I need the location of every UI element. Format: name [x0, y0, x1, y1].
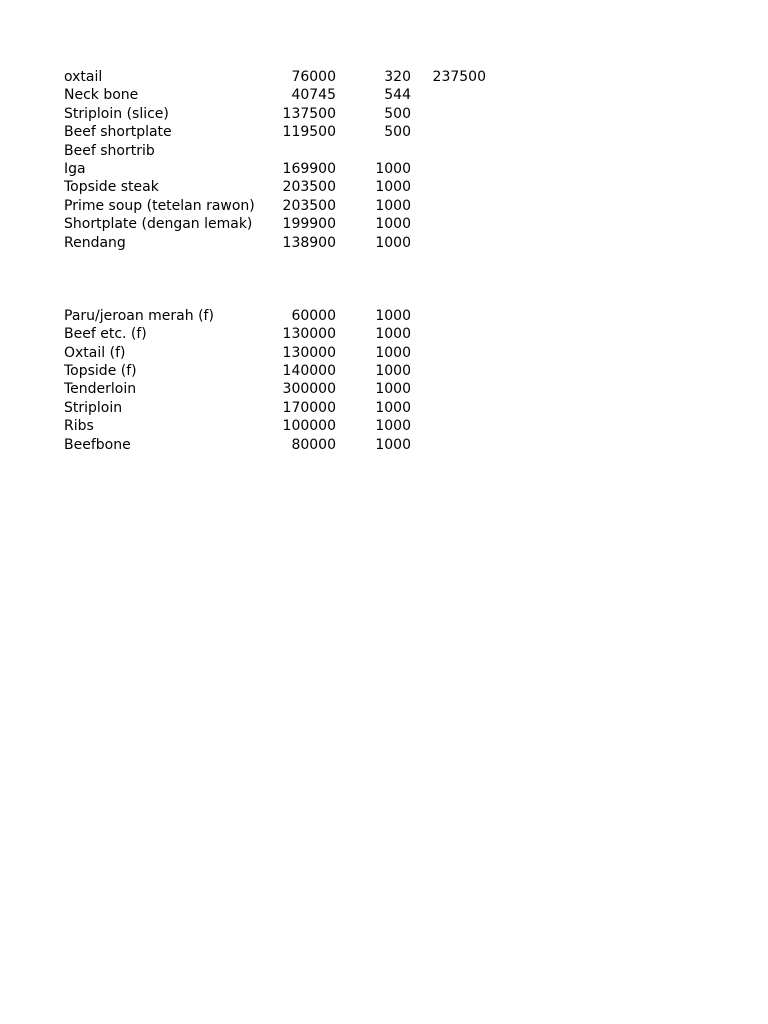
- price-cell: [274, 142, 336, 160]
- item-name-cell: Rendang: [64, 234, 126, 251]
- extra-value-cell: [411, 86, 486, 104]
- item-name-cell: Iga: [64, 160, 86, 177]
- item-name-cell: Prime soup (tetelan rawon): [64, 197, 255, 214]
- price-cell: 130000: [282, 326, 336, 343]
- table-row: [64, 380, 524, 398]
- item-name-cell: Topside steak: [64, 179, 159, 196]
- price-cell: 300000: [282, 381, 336, 398]
- price-cell: 169900: [282, 160, 336, 177]
- quantity-cell: 1000: [375, 197, 411, 214]
- table-row: [64, 417, 524, 435]
- price-cell: 203500: [282, 197, 336, 214]
- quantity-cell: 1000: [375, 436, 411, 453]
- quantity-cell: 1000: [375, 160, 411, 177]
- extra-value-cell: [411, 160, 486, 178]
- item-name-cell: Beef etc. (f): [64, 326, 147, 343]
- price-cell: 119500: [282, 124, 336, 141]
- price-cell: 100000: [282, 418, 336, 435]
- price-table-1: [64, 68, 524, 252]
- item-name-cell: Paru/jeroan merah (f): [64, 307, 214, 324]
- price-cell: 137500: [282, 105, 336, 122]
- table-row: [64, 215, 524, 233]
- price-table-2: [64, 307, 524, 454]
- extra-value-cell: [411, 105, 486, 123]
- quantity-cell: 1000: [375, 363, 411, 380]
- table-row: [64, 325, 524, 343]
- price-cell: 140000: [282, 363, 336, 380]
- item-name-cell: Beef shortrib: [64, 142, 155, 159]
- quantity-cell: 1000: [375, 381, 411, 398]
- item-name-cell: Tenderloin: [64, 381, 137, 398]
- table-row: [64, 142, 524, 160]
- item-name-cell: Neck bone: [64, 87, 139, 104]
- price-cell: 170000: [282, 399, 336, 416]
- spreadsheet-page: [64, 68, 524, 454]
- item-name-cell: Topside (f): [64, 363, 137, 380]
- table-row: [64, 68, 524, 86]
- table-row: [64, 178, 524, 196]
- quantity-cell: 1000: [375, 307, 411, 324]
- table-row: [64, 344, 524, 362]
- quantity-cell: 1000: [375, 344, 411, 361]
- table-row: [64, 86, 524, 104]
- price-cell: 76000: [291, 69, 336, 85]
- price-cell: 80000: [291, 436, 336, 453]
- extra-value-cell: [411, 215, 486, 233]
- item-name-cell: oxtail: [64, 69, 103, 85]
- table-row: [64, 160, 524, 178]
- extra-value-cell: [411, 123, 486, 141]
- price-cell: 138900: [282, 234, 336, 251]
- item-name-cell: Beefbone: [64, 436, 131, 453]
- price-cell: 40745: [291, 87, 336, 104]
- quantity-cell: [336, 142, 411, 160]
- extra-value-cell: [411, 142, 486, 160]
- quantity-cell: 1000: [375, 216, 411, 233]
- table-row: [64, 307, 524, 325]
- quantity-cell: 1000: [375, 179, 411, 196]
- item-name-cell: Ribs: [64, 418, 94, 435]
- item-name-cell: Beef shortplate: [64, 124, 172, 141]
- item-name-cell: Striploin: [64, 399, 123, 416]
- table-row: [64, 123, 524, 141]
- item-name-cell: Oxtail (f): [64, 344, 126, 361]
- extra-value-cell: [411, 178, 486, 196]
- item-name-cell: Shortplate (dengan lemak): [64, 216, 253, 233]
- table-row: [64, 436, 524, 454]
- quantity-cell: 500: [384, 105, 411, 122]
- price-cell: 130000: [282, 344, 336, 361]
- extra-value-cell: [411, 197, 486, 215]
- table-row: [64, 399, 524, 417]
- price-cell: 60000: [291, 307, 336, 324]
- quantity-cell: 320: [384, 69, 411, 85]
- quantity-cell: 1000: [375, 418, 411, 435]
- extra-value-cell: [411, 234, 486, 252]
- quantity-cell: 1000: [375, 326, 411, 343]
- extra-value-cell: 237500: [432, 69, 486, 85]
- table-row: [64, 234, 524, 252]
- price-cell: 203500: [282, 179, 336, 196]
- quantity-cell: 1000: [375, 234, 411, 251]
- quantity-cell: 1000: [375, 399, 411, 416]
- quantity-cell: 500: [384, 124, 411, 141]
- table-row: [64, 362, 524, 380]
- price-cell: 199900: [282, 216, 336, 233]
- table-row: [64, 105, 524, 123]
- table-row: [64, 197, 524, 215]
- quantity-cell: 544: [384, 87, 411, 104]
- item-name-cell: Striploin (slice): [64, 105, 169, 122]
